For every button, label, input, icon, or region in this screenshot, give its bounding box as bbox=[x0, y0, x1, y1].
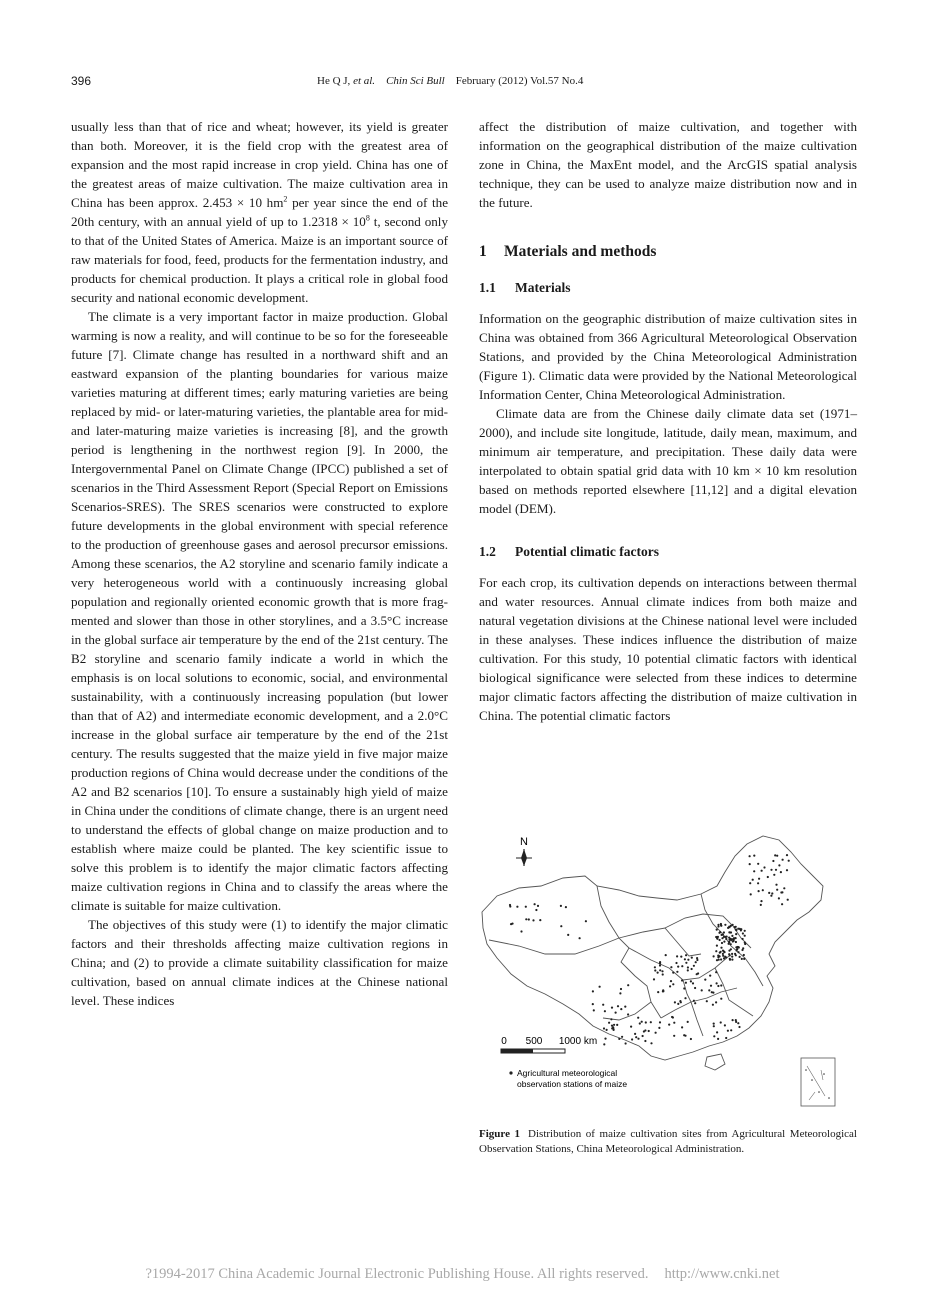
issue-info: February (2012) Vol.57 No.4 bbox=[455, 75, 584, 87]
station-dot bbox=[618, 1038, 620, 1040]
station-dot bbox=[696, 957, 698, 959]
station-dot bbox=[767, 876, 769, 878]
station-dot bbox=[731, 935, 733, 937]
station-dot bbox=[728, 926, 730, 928]
station-dot bbox=[690, 1038, 692, 1040]
station-dot bbox=[637, 1017, 639, 1019]
station-dot bbox=[710, 985, 712, 987]
china-map bbox=[482, 836, 823, 1070]
station-dot bbox=[516, 906, 518, 908]
station-dot bbox=[725, 1037, 727, 1039]
station-dot bbox=[657, 991, 659, 993]
station-dot bbox=[613, 1024, 615, 1026]
paragraph: For each crop, its cultivation depends on interactions between thermal and water resources. Annual climate indices from both maize and natural vegetation divisions at the Chinese national level were included in these analyses. These indices influence the distribution of maize cultivation. For this study, 10 potential climatic factors with identical biological significance were selected from these indices to determine major climatic factors affecting the distribution of maize cultivation in China. The potential climatic factors bbox=[479, 575, 857, 723]
svg-text:Agricultural meteorological: Agricultural meteorological bbox=[517, 1068, 618, 1078]
station-dot bbox=[719, 952, 721, 954]
station-dot bbox=[643, 1030, 645, 1032]
station-dot bbox=[720, 923, 722, 925]
station-dot bbox=[579, 937, 581, 939]
station-dot bbox=[716, 1031, 718, 1033]
station-dot bbox=[733, 940, 735, 942]
station-dot bbox=[743, 958, 745, 960]
station-dot bbox=[757, 863, 759, 865]
station-dot bbox=[722, 950, 724, 952]
station-dot bbox=[615, 1012, 617, 1014]
station-dot bbox=[722, 955, 724, 957]
station-dot bbox=[676, 971, 678, 973]
station-dot bbox=[712, 992, 714, 994]
station-dot bbox=[525, 918, 527, 920]
station-dot bbox=[760, 904, 762, 906]
journal-name: Chin Sci Bull bbox=[386, 75, 445, 87]
station-dot bbox=[672, 972, 674, 974]
station-dot bbox=[611, 1025, 613, 1027]
station-dot bbox=[782, 859, 784, 861]
station-dot bbox=[742, 932, 744, 934]
station-dot bbox=[642, 1035, 644, 1037]
section-heading: 1 Materials and methods bbox=[479, 243, 657, 260]
scale-bar bbox=[501, 1036, 597, 1053]
station-dot bbox=[716, 929, 718, 931]
station-dot bbox=[723, 941, 725, 943]
station-dot bbox=[720, 998, 722, 1000]
subsection-heading: 1.1 Materials bbox=[479, 280, 571, 295]
station-dot bbox=[694, 1002, 696, 1004]
station-dot bbox=[659, 964, 661, 966]
page-number: 396 bbox=[71, 74, 92, 88]
subsection-heading: 1.2 Potential climatic factors bbox=[479, 544, 659, 559]
station-dot bbox=[683, 987, 685, 989]
station-dot bbox=[727, 1030, 729, 1032]
station-dot bbox=[758, 878, 760, 880]
paragraph: Climate data are from the Chinese daily climate data set (1971–2000), and include site longitude, latitude, daily mean, maximum, and minimum air temperature, and precipitation. These daily data were interpolated to obtain spatial grid data with 10 km × 10 km resolution based on methods reported elsewhere [11,12] and a digital elevation model (DEM). bbox=[479, 406, 857, 516]
station-dot bbox=[690, 980, 692, 982]
station-dot bbox=[625, 1042, 627, 1044]
station-dot bbox=[681, 1026, 683, 1028]
station-dot bbox=[627, 1013, 629, 1015]
station-dot bbox=[729, 954, 731, 956]
station-dot bbox=[717, 985, 719, 987]
station-dot bbox=[741, 958, 743, 960]
station-dot bbox=[771, 892, 773, 894]
station-dot bbox=[724, 1024, 726, 1026]
station-dot bbox=[684, 997, 686, 999]
station-dot bbox=[729, 959, 731, 961]
station-dot bbox=[662, 989, 664, 991]
station-dot bbox=[787, 899, 789, 901]
station-dot bbox=[534, 903, 536, 905]
station-dot bbox=[676, 955, 678, 957]
station-dot bbox=[674, 1001, 676, 1003]
station-dot bbox=[717, 925, 719, 927]
svg-text:1000 km: 1000 km bbox=[558, 1036, 598, 1047]
station-dot bbox=[735, 941, 737, 943]
station-dot bbox=[654, 966, 656, 968]
paragraph: usually less than that of rice and wheat; however, its yield is greater than both. Moreover, it is the field crop with the greatest area of expansion and the most rapid increase in crop yield. China has one of the greatest areas of maize cultivation. The maize cultivation area in China has been approx. 2.453 × 10 $hm^2$ per year since the end of the 20th century, with an annual yield of up to $1.2318 \times 10^8$ t, second only to that of the United States of America. Maize is an important source of raw materials for food, feed, products for the fermentation industry, and products for chemical production. It plays a critical role in global food security and national economic development. bbox=[71, 119, 449, 305]
footer-link[interactable]: http://www.cnki.net bbox=[664, 1266, 780, 1282]
station-dot bbox=[741, 949, 743, 951]
svg-text:0: 0 bbox=[501, 1036, 507, 1047]
station-dot bbox=[734, 926, 736, 928]
station-dot bbox=[611, 1007, 613, 1009]
station-dot bbox=[729, 931, 731, 933]
station-dot bbox=[668, 1024, 670, 1026]
station-dot bbox=[535, 909, 537, 911]
station-dot bbox=[772, 860, 774, 862]
station-dot bbox=[713, 1035, 715, 1037]
station-dot bbox=[716, 937, 718, 939]
station-dot bbox=[693, 965, 695, 967]
station-dot bbox=[619, 992, 621, 994]
paragraph: affect the distribution of maize cultivation, and together with information on the geographical distribution of the maize cultivation zone in China, the MaxEnt model, and the ArcGIS spatial analysis technique, they can be used to analyze maize distribution now and in the future. bbox=[479, 119, 857, 210]
station-dot bbox=[677, 1003, 679, 1005]
station-dot bbox=[585, 920, 587, 922]
station-dot bbox=[781, 891, 783, 893]
station-dot bbox=[604, 1010, 606, 1012]
station-dot bbox=[681, 965, 683, 967]
station-dot bbox=[716, 982, 718, 984]
inset-map bbox=[801, 1058, 835, 1106]
station-dot bbox=[692, 982, 694, 984]
station-dot bbox=[720, 958, 722, 960]
station-dot bbox=[672, 1016, 674, 1018]
station-dot bbox=[780, 871, 782, 873]
station-dot bbox=[716, 959, 718, 961]
station-dot bbox=[740, 929, 742, 931]
station-dot bbox=[712, 1004, 714, 1006]
station-dot bbox=[560, 905, 562, 907]
station-dot bbox=[604, 1038, 606, 1040]
station-dot bbox=[635, 1036, 637, 1038]
station-dot bbox=[720, 984, 722, 986]
station-dot bbox=[744, 930, 746, 932]
caption-text: Distribution of maize cultivation sites from Agricultural Meteorological Observation Stations, China Meteorological Administration. bbox=[479, 1128, 857, 1155]
station-dot bbox=[744, 941, 746, 943]
station-dot bbox=[658, 1027, 660, 1029]
station-dot bbox=[650, 1042, 652, 1044]
station-dot bbox=[732, 1019, 734, 1021]
station-dot bbox=[773, 874, 775, 876]
station-dot bbox=[750, 893, 752, 895]
station-dot bbox=[749, 863, 751, 865]
station-dot bbox=[734, 953, 736, 955]
paragraph: The objectives of this study were (1) to identify the major climatic factors and their thresholds affecting maize cultivation regions in China; and (2) to provide a climate suitability classification for maize cultivation, based on annual climate indices at the Chinese national level. These indices bbox=[71, 917, 448, 1008]
station-dot bbox=[537, 905, 539, 907]
svg-text:observation stations of maize: observation stations of maize bbox=[517, 1079, 628, 1089]
station-dot bbox=[770, 869, 772, 871]
station-dot bbox=[739, 956, 741, 958]
station-dot bbox=[608, 1022, 610, 1024]
station-dot bbox=[662, 973, 664, 975]
station-dot bbox=[721, 942, 723, 944]
station-dot bbox=[669, 985, 671, 987]
station-dot bbox=[630, 1026, 632, 1028]
paragraph: Information on the geographic distribution of maize cultivation sites in China was obtained from 366 Agricultural Meteorological Observation Stations, and provided by the China Meteorological Administration (Figure 1). Climatic data were provided by the National Meteorological Information Center, China Meteorological Administration. bbox=[479, 311, 857, 402]
station-dot bbox=[616, 1024, 618, 1026]
station-dot bbox=[520, 930, 522, 932]
station-dot bbox=[713, 1025, 715, 1027]
station-dot bbox=[617, 1005, 619, 1007]
station-dot bbox=[624, 1006, 626, 1008]
station-dot bbox=[735, 933, 737, 935]
station-dot bbox=[620, 1008, 622, 1010]
station-dot bbox=[673, 1035, 675, 1037]
station-dot bbox=[753, 870, 755, 872]
station-dot bbox=[760, 900, 762, 902]
station-dot bbox=[696, 959, 698, 961]
station-dot bbox=[709, 975, 711, 977]
station-dot bbox=[728, 941, 730, 943]
left-column bbox=[71, 117, 448, 1010]
station-dot bbox=[736, 948, 738, 950]
station-dot bbox=[650, 1021, 652, 1023]
station-dot bbox=[691, 968, 693, 970]
station-dot bbox=[611, 1027, 613, 1029]
station-dot bbox=[725, 938, 727, 940]
station-dot bbox=[757, 882, 759, 884]
station-dot bbox=[770, 895, 772, 897]
station-dot bbox=[742, 938, 744, 940]
station-dot bbox=[684, 958, 686, 960]
station-dot bbox=[786, 854, 788, 856]
station-dot bbox=[715, 971, 717, 973]
station-dot bbox=[737, 1022, 739, 1024]
station-dot bbox=[731, 953, 733, 955]
superscript: 2 bbox=[283, 194, 288, 204]
station-dot bbox=[730, 1029, 732, 1031]
station-dot bbox=[708, 989, 710, 991]
station-dot bbox=[697, 972, 699, 974]
station-dot bbox=[637, 1038, 639, 1040]
running-header bbox=[71, 74, 857, 92]
station-dot bbox=[731, 959, 733, 961]
station-dot bbox=[654, 969, 656, 971]
figure-label: Figure 1 bbox=[479, 1128, 521, 1140]
station-dot bbox=[737, 951, 739, 953]
svg-text:500: 500 bbox=[525, 1036, 543, 1047]
footer bbox=[0, 1266, 925, 1283]
station-dot bbox=[701, 989, 703, 991]
station-dot bbox=[783, 887, 785, 889]
station-dot bbox=[720, 947, 722, 949]
station-dot bbox=[560, 925, 562, 927]
station-dot bbox=[631, 1038, 633, 1040]
station-dot bbox=[687, 1021, 689, 1023]
station-dot bbox=[653, 978, 655, 980]
station-dot bbox=[775, 869, 777, 871]
station-dot bbox=[599, 986, 601, 988]
station-dot bbox=[762, 889, 764, 891]
station-dot bbox=[723, 936, 725, 938]
station-dot bbox=[781, 903, 783, 905]
station-dot bbox=[695, 961, 697, 963]
station-dot bbox=[684, 1035, 686, 1037]
station-dot bbox=[675, 962, 677, 964]
station-dot bbox=[670, 980, 672, 982]
north-arrow-icon bbox=[516, 836, 532, 866]
paragraph: The climate is a very important factor in maize production. Global warming is now a reality, and will continue to be so for the foreseeable future [7]. Climate change has resulted in a northward shift and an eastward expansion of the planting boundaries for various maize varieties maturing at different times; early maturing varieties are being replaced by mid- or later-maturing varieties, the plantable area for mid- and later-maturing maize varieties is increasing [8], and the growth period is lengthening in the northwest region [9]. In 2000, the Intergovernmental Panel on Climate Change (IPCC) published a set of scenarios in the Third Assessment Report (Special Report on Emissions Scenarios-SRES). The SRES scenarios were constructed to explore future developments in the global environment with special reference to the production of greenhouse gases and aerosol precursor emissions. Among these scenarios, the A2 storyline and scenario family indicate a very heterogeneous world with a continuously increasing global population and regionally oriented economic growth that is more fragmented and slower than those in other storylines, and a 3.5°C increase in the global surface air temperature by the end of the 21st century. The B2 storyline and scenario family indicate a world in which the emphasis is on local solutions to economic, social, and environmental sustainability, with a continuously increasing population (but lower than that of A2) and intermediate economic development, and a 2.0°C increase in the global surface air temperature by the end of the 21st century. The results suggested that the maize yield in five major maize production regions of China would decrease under the conditions of the A2 and B2 scenarios [10]. To ensure a sustainably high yield of maize in China under the conditions of climate change, there is an urgent need to understand the effects of global change on maize production and to establish where maize could be planted. The key scientific issue to solve this problem is to identify the major climatic factors affecting maize cultivation regions in China and to classify the areas where the climate is suitable for maize cultivation. bbox=[71, 309, 448, 913]
station-dot bbox=[685, 954, 687, 956]
station-dot bbox=[719, 931, 721, 933]
station-dot bbox=[657, 972, 659, 974]
authors: He Q J, bbox=[317, 75, 354, 87]
station-dot bbox=[738, 1026, 740, 1028]
copyright-notice: ?1994-2017 China Academic Journal Electronic Publishing House. All rights reserved. bbox=[145, 1266, 649, 1282]
station-dot bbox=[621, 1036, 623, 1038]
station-dot bbox=[749, 882, 751, 884]
station-dot bbox=[685, 962, 687, 964]
station-dot bbox=[672, 983, 674, 985]
station-dot bbox=[719, 939, 721, 941]
station-dot bbox=[681, 979, 683, 981]
station-dot bbox=[786, 869, 788, 871]
station-dot bbox=[687, 969, 689, 971]
station-dot bbox=[677, 966, 679, 968]
station-dot bbox=[687, 966, 689, 968]
station-dot bbox=[532, 919, 534, 921]
station-dot bbox=[602, 1004, 604, 1006]
station-dot bbox=[735, 1019, 737, 1021]
right-column bbox=[479, 117, 857, 725]
figure-caption bbox=[479, 1127, 857, 1157]
station-dot bbox=[730, 939, 732, 941]
station-dot bbox=[655, 1032, 657, 1034]
station-dot bbox=[753, 855, 755, 857]
station-dot bbox=[788, 860, 790, 862]
station-dot bbox=[730, 948, 732, 950]
station-dot bbox=[659, 961, 661, 963]
station-dot bbox=[743, 954, 745, 956]
station-dot bbox=[776, 889, 778, 891]
station-dot bbox=[673, 1022, 675, 1024]
station-dot bbox=[592, 1003, 594, 1005]
station-dot bbox=[645, 1021, 647, 1023]
station-dot bbox=[768, 892, 770, 894]
station-dot bbox=[565, 906, 567, 908]
station-dot bbox=[761, 870, 763, 872]
svg-text:N: N bbox=[520, 836, 528, 848]
station-dot bbox=[644, 1040, 646, 1042]
station-dot bbox=[716, 945, 718, 947]
station-dot bbox=[603, 1027, 605, 1029]
station-dot bbox=[776, 855, 778, 857]
station-dot bbox=[648, 1030, 650, 1032]
station-dot bbox=[603, 1043, 605, 1045]
station-dot bbox=[731, 956, 733, 958]
station-dot bbox=[778, 897, 780, 899]
station-dot bbox=[620, 988, 622, 990]
map-legend bbox=[509, 1068, 627, 1089]
station-dot bbox=[721, 934, 723, 936]
station-dot bbox=[720, 1021, 722, 1023]
station-dot bbox=[639, 1022, 641, 1024]
station-dot bbox=[665, 954, 667, 956]
station-dot bbox=[752, 879, 754, 881]
station-dot bbox=[680, 956, 682, 958]
station-dot bbox=[641, 1021, 643, 1023]
station-dot bbox=[691, 957, 693, 959]
station-dot bbox=[659, 969, 661, 971]
station-dot bbox=[744, 935, 746, 937]
station-dot bbox=[539, 919, 541, 921]
station-dot bbox=[525, 906, 527, 908]
station-dot bbox=[758, 890, 760, 892]
station-dot bbox=[704, 979, 706, 981]
station-dot bbox=[694, 987, 696, 989]
station-dot bbox=[567, 934, 569, 936]
station-dot bbox=[713, 955, 715, 957]
station-dot bbox=[730, 943, 732, 945]
station-dot bbox=[509, 904, 511, 906]
station-dot bbox=[723, 931, 725, 933]
station-dot bbox=[593, 1009, 595, 1011]
station-dot bbox=[659, 1021, 661, 1023]
station-dot bbox=[774, 854, 776, 856]
et-al: et al. bbox=[353, 75, 376, 87]
station-dot bbox=[627, 984, 629, 986]
station-dot bbox=[717, 1038, 719, 1040]
station-dot bbox=[763, 866, 765, 868]
station-dot bbox=[715, 1001, 717, 1003]
station-dot bbox=[728, 943, 730, 945]
station-dot bbox=[778, 864, 780, 866]
station-dot bbox=[724, 924, 726, 926]
station-dot bbox=[685, 982, 687, 984]
station-dot bbox=[510, 923, 512, 925]
figure-map bbox=[479, 830, 857, 1120]
station-dot bbox=[610, 1018, 612, 1020]
station-dot bbox=[670, 966, 672, 968]
station-dot bbox=[661, 970, 663, 972]
station-dot bbox=[592, 990, 594, 992]
station-dot bbox=[735, 929, 737, 931]
station-dot bbox=[722, 953, 724, 955]
station-dot bbox=[715, 950, 717, 952]
station-dot bbox=[634, 1033, 636, 1035]
station-dot bbox=[775, 884, 777, 886]
running-title bbox=[317, 75, 583, 87]
superscript: 8 bbox=[365, 213, 370, 223]
station-dot bbox=[679, 1000, 681, 1002]
station-dot bbox=[733, 937, 735, 939]
station-dot bbox=[719, 955, 721, 957]
station-dot bbox=[528, 918, 530, 920]
station-dot bbox=[606, 1029, 608, 1031]
station-dot bbox=[687, 959, 689, 961]
station-dot bbox=[724, 956, 726, 958]
station-dot bbox=[749, 855, 751, 857]
station-dot bbox=[736, 946, 738, 948]
station-dot bbox=[706, 1000, 708, 1002]
station-dot bbox=[693, 1000, 695, 1002]
station-dot bbox=[713, 1023, 715, 1025]
station-dot bbox=[728, 937, 730, 939]
